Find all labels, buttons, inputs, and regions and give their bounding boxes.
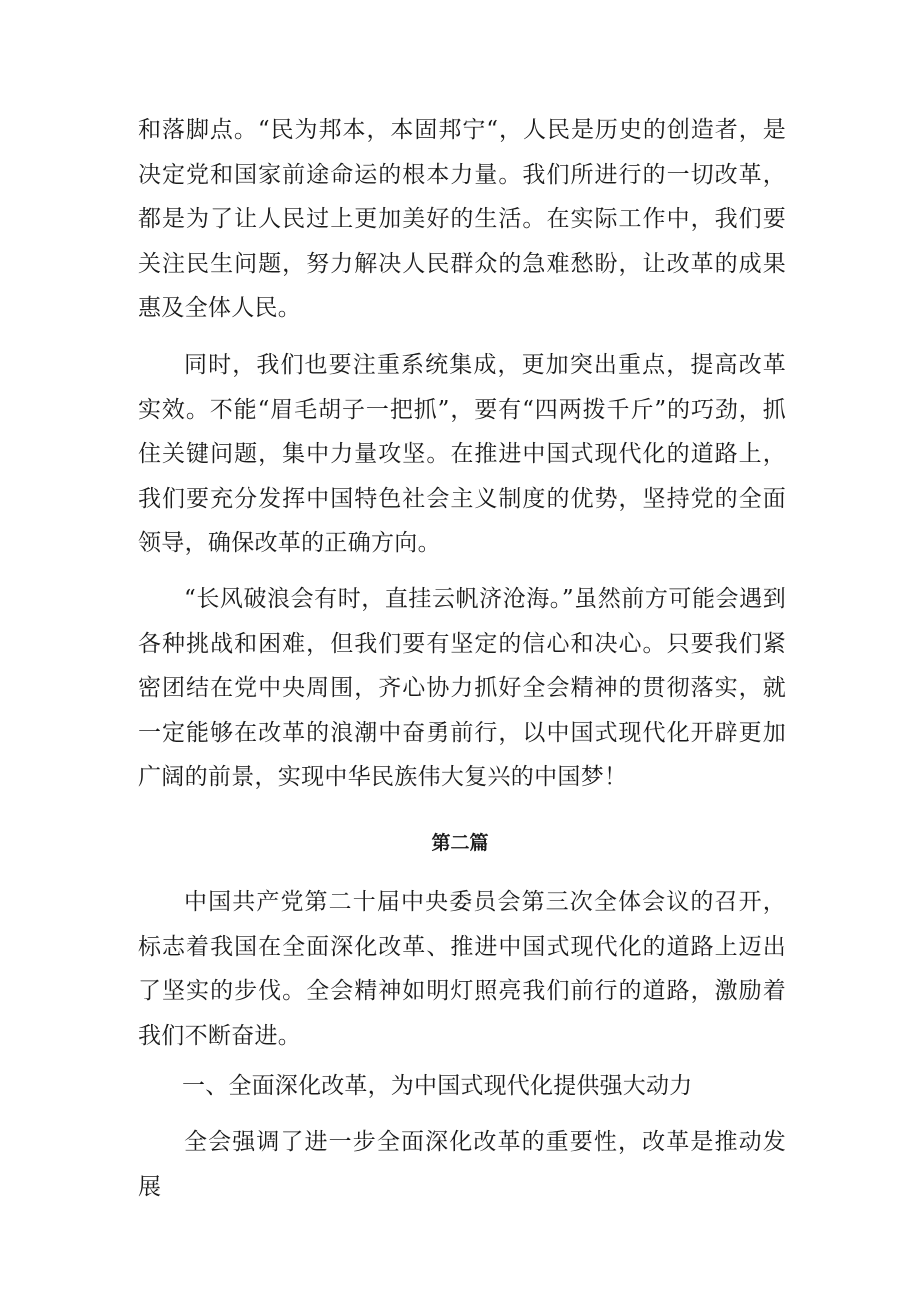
paragraph-long-wind-quote: “长风破浪会有时，直挂云帆济沧海。”虽然前方可能会遇到各种挑战和困难，但我们要有坚定的信心和决心。只要我们紧密团结在党中央周围，齐心协力抓好全会精神的贯彻落实，就一定能够在改革的浪潮中奋勇前行，以中国式现代化开辟更加广阔的前景，实现中华民族伟大复兴的中国梦！ <box>138 586 786 790</box>
paragraph-system-integration: 同时，我们也要注重系统集成，更加突出重点，提高改革实效。不能“眉毛胡子一把抓”，要有“四两拨千斤”的巧劲，抓住关键问题，集中力量攻坚。在推进中国式现代化的道路上，我们要充分发挥中国特色社会主义制度的优势，坚持党的全面领导，确保改革的正确方向。 <box>138 352 786 556</box>
paragraph-deepen-reform: 全会强调了进一步全面深化改革的重要性，改革是推动发展 <box>138 1129 786 1200</box>
part-title: 第二篇 <box>431 832 489 854</box>
paragraph-people-centered: 和落脚点。“民为邦本，本固邦宁“，人民是历史的创造者，是决定党和国家前途命运的根本力量。我们所进行的一切改革，都是为了让人民过上更加美好的生活。在实际工作中，我们要关注民生问题，努力解决人民群众的急难愁盼，让改革的成果惠及全体人民。 <box>138 117 786 321</box>
section-heading-1: 一、全面深化改革，为中国式现代化提供强大动力 <box>182 1073 693 1099</box>
paragraph-plenary-session: 中国共产党第二十届中央委员会第三次全体会议的召开，标志着我国在全面深化改革、推进中国式现代化的道路上迈出了坚实的步伐。全会精神如明灯照亮我们前行的道路，激励着我们不断奋进。 <box>138 889 786 1049</box>
